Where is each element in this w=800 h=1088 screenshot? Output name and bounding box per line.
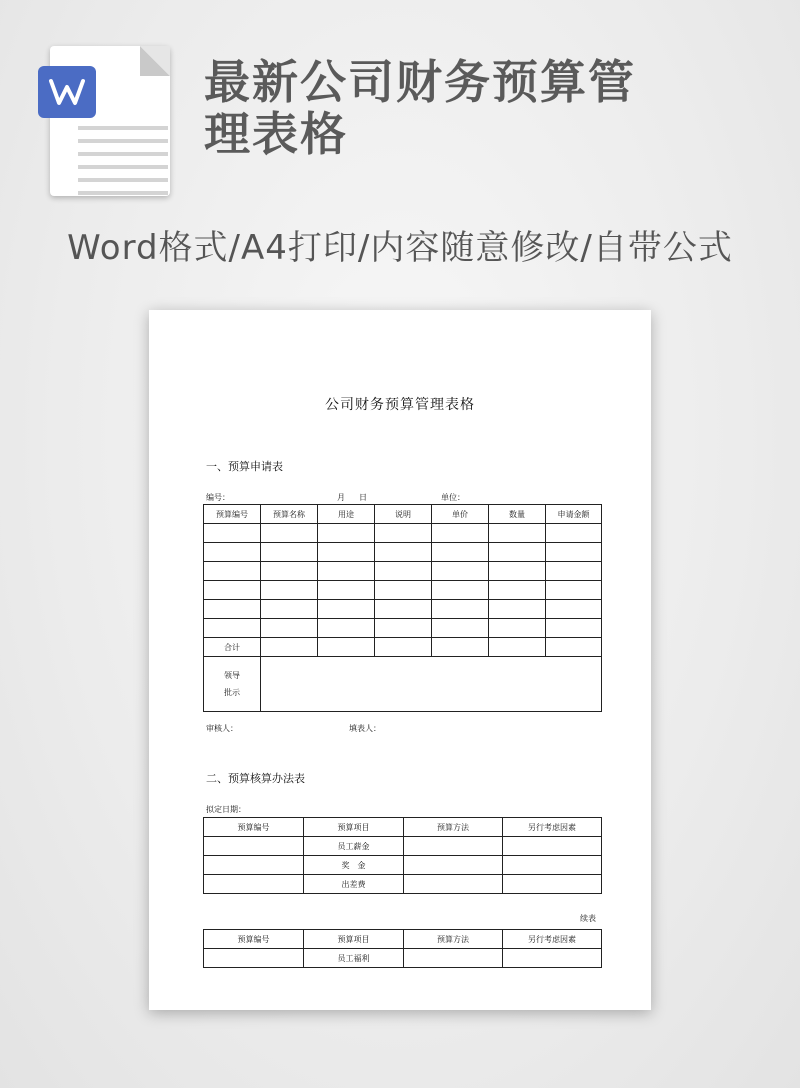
file-lines bbox=[78, 126, 168, 204]
meta-month: 月 bbox=[337, 493, 345, 502]
table-row bbox=[204, 581, 602, 600]
page-fold-icon bbox=[140, 46, 170, 78]
title-line-2: 理表格 bbox=[204, 107, 348, 161]
column-header: 预算名称 bbox=[261, 505, 318, 524]
table-row bbox=[204, 562, 602, 581]
section1-heading: 一、预算申请表 bbox=[206, 460, 283, 473]
table-row bbox=[204, 619, 602, 638]
column-header: 申请金额 bbox=[546, 505, 602, 524]
word-w-icon bbox=[38, 66, 96, 118]
column-header: 说明 bbox=[375, 505, 432, 524]
meta-day: 日 bbox=[359, 493, 367, 502]
column-header: 另行考虑因素 bbox=[503, 818, 602, 837]
date-label: 拟定日期： bbox=[206, 805, 246, 814]
section2-heading: 二、预算核算办法表 bbox=[206, 772, 305, 785]
table-row bbox=[204, 875, 602, 894]
table-row bbox=[204, 837, 602, 856]
meta-unit: 单位： bbox=[441, 493, 465, 502]
column-header: 预算编号 bbox=[204, 505, 261, 524]
budget-item: 员工薪金 bbox=[304, 837, 404, 856]
column-header: 预算编号 bbox=[204, 930, 304, 949]
column-header: 预算方法 bbox=[404, 818, 503, 837]
title-line-1: 最新公司财务预算管 bbox=[204, 55, 636, 109]
reviewer-label: 审核人： bbox=[206, 724, 238, 733]
table-header-row bbox=[204, 818, 602, 837]
budget-item: 奖 金 bbox=[304, 856, 404, 875]
word-file-icon bbox=[38, 46, 170, 198]
w-glyph-icon bbox=[47, 77, 87, 107]
table-row bbox=[204, 543, 602, 562]
budget-item: 员工福利 bbox=[304, 949, 404, 968]
page-title bbox=[204, 56, 704, 160]
budget-item: 出差费 bbox=[304, 875, 404, 894]
column-header: 预算项目 bbox=[304, 818, 404, 837]
table-header-row bbox=[204, 930, 602, 949]
continued-label: 续表 bbox=[580, 914, 596, 923]
filler-label: 填表人： bbox=[349, 724, 381, 733]
approval-row bbox=[204, 657, 602, 712]
continued-table bbox=[203, 929, 602, 968]
subtitle: Word格式/A4打印/内容随意修改/自带公式 bbox=[67, 228, 733, 268]
table-header-row bbox=[204, 505, 602, 524]
table-row bbox=[204, 524, 602, 543]
column-header: 单价 bbox=[432, 505, 489, 524]
budget-method-table bbox=[203, 817, 602, 894]
table-row bbox=[204, 949, 602, 968]
column-header: 用途 bbox=[318, 505, 375, 524]
column-header: 预算编号 bbox=[204, 818, 304, 837]
document-preview bbox=[149, 310, 651, 1010]
column-header: 预算方法 bbox=[404, 930, 503, 949]
total-row bbox=[204, 638, 602, 657]
approval-comment-cell bbox=[261, 657, 602, 712]
column-header: 数量 bbox=[489, 505, 546, 524]
document-title: 公司财务预算管理表格 bbox=[325, 397, 475, 413]
total-label: 合计 bbox=[204, 638, 261, 657]
approval-label: 领导 批示 bbox=[204, 657, 261, 712]
column-header: 预算项目 bbox=[304, 930, 404, 949]
table-row bbox=[204, 600, 602, 619]
meta-number: 编号： bbox=[206, 493, 230, 502]
budget-application-table bbox=[203, 504, 602, 712]
column-header: 另行考虑因素 bbox=[503, 930, 602, 949]
table-row bbox=[204, 856, 602, 875]
